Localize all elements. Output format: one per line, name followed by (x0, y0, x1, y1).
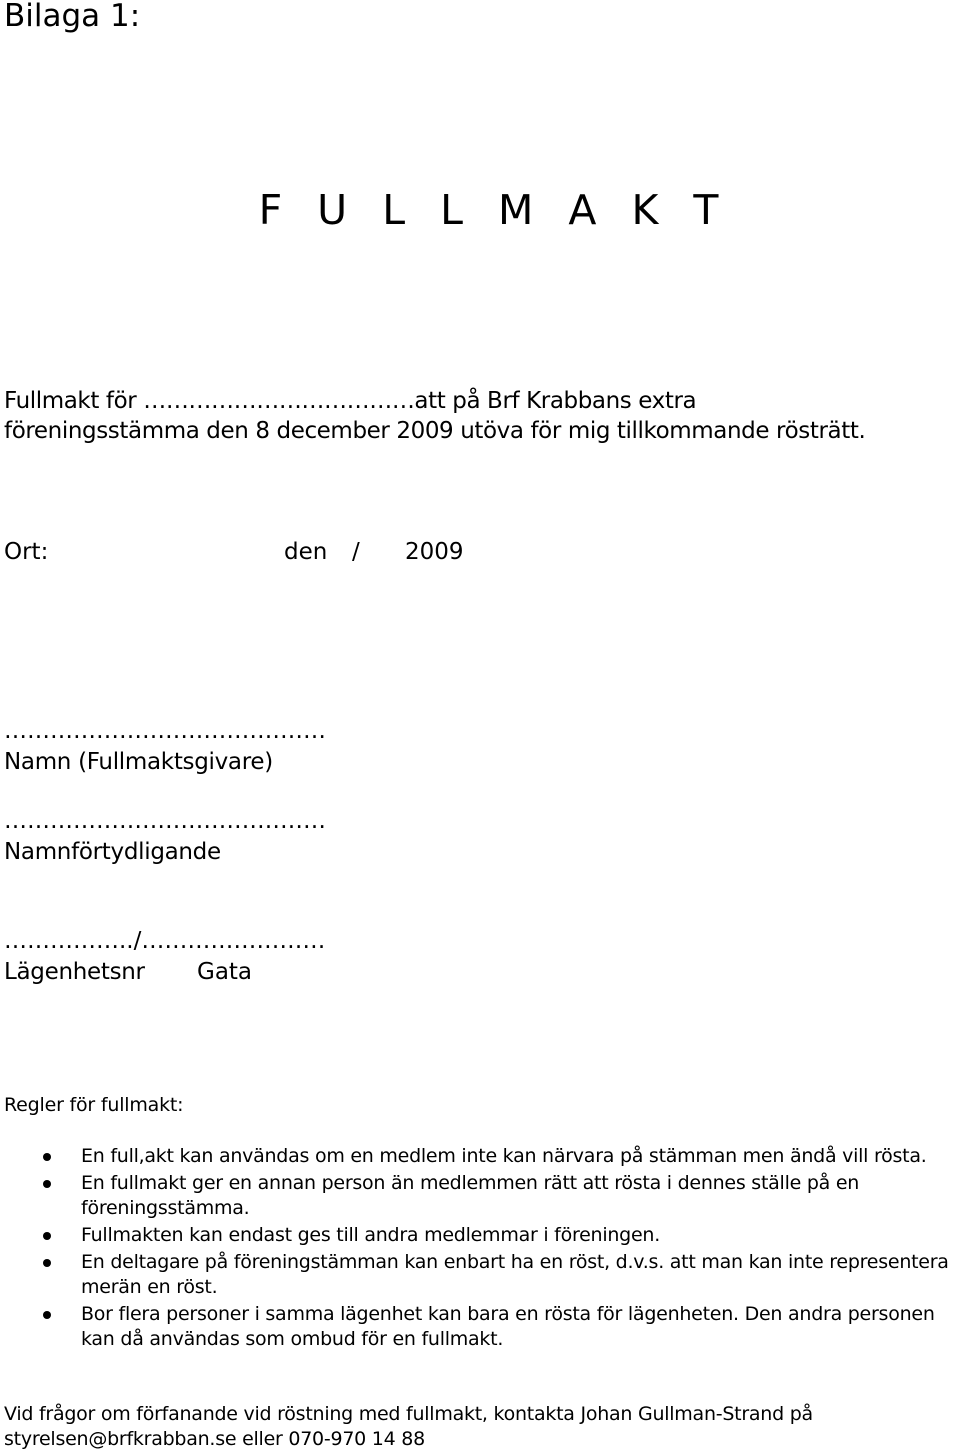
rule-item (0, 1171, 960, 1221)
apartment-label: Lägenhetsnr (4, 959, 145, 985)
rule-text: Fullmakten kan endast ges till andra medlemmar i föreningen. (81, 1224, 660, 1246)
bullet-icon (43, 1259, 51, 1267)
rule-text: En deltagare på föreningstämman kan enbart ha en röst, d.v.s. att man kan inte representera merän en röst. (81, 1251, 949, 1298)
rules-heading: Regler för fullmakt: (4, 1094, 184, 1116)
rule-item (0, 1302, 960, 1352)
date-year: 2009 (405, 539, 464, 565)
rule-item (0, 1223, 960, 1248)
intro-line-2: föreningsstämma den 8 december 2009 utöva för mig tillkommande rösträtt. (4, 418, 866, 444)
name-signature-line: …………………………………… (4, 718, 326, 744)
page-heading: Bilaga 1: (4, 0, 141, 34)
contact-line-1: Vid frågor om förfanande vid röstning med fullmakt, kontakta Johan Gullman-Strand på (4, 1403, 813, 1425)
bullet-icon (43, 1311, 51, 1319)
rule-item (0, 1250, 960, 1300)
bullet-icon (43, 1180, 51, 1188)
rule-text: En full,akt kan användas om en medlem inte kan närvara på stämman men ändå vill rösta. (81, 1145, 927, 1167)
bullet-icon (43, 1232, 51, 1240)
date-separator: / (352, 539, 360, 565)
clarification-line: …………………………………… (4, 808, 326, 834)
intro-line-1: Fullmakt för ………………………………att på Brf Krabbans extra (4, 388, 697, 414)
name-label: Namn (Fullmaktsgivare) (4, 749, 273, 775)
clarification-label: Namnförtydligande (4, 839, 221, 865)
rule-text: En fullmakt ger en annan person än medlemmen rätt att rösta i dennes ställe på en föreningsstämma. (81, 1172, 860, 1219)
apartment-street-line: ……………../…………………… (4, 928, 326, 954)
bullet-icon (43, 1153, 51, 1161)
street-label: Gata (197, 959, 253, 985)
rule-item (0, 1144, 960, 1169)
place-label: Ort: (4, 539, 49, 565)
rule-text: Bor flera personer i samma lägenhet kan bara en rösta för lägenheten. Den andra personen kan då användas som ombud för en fullmakt. (81, 1303, 935, 1350)
date-label: den (284, 539, 328, 565)
contact-line-2: styrelsen@brfkrabban.se eller 070-970 14 88 (4, 1428, 425, 1450)
document-title: F U L L M A K T (258, 186, 730, 234)
rules-list (0, 1144, 960, 1354)
